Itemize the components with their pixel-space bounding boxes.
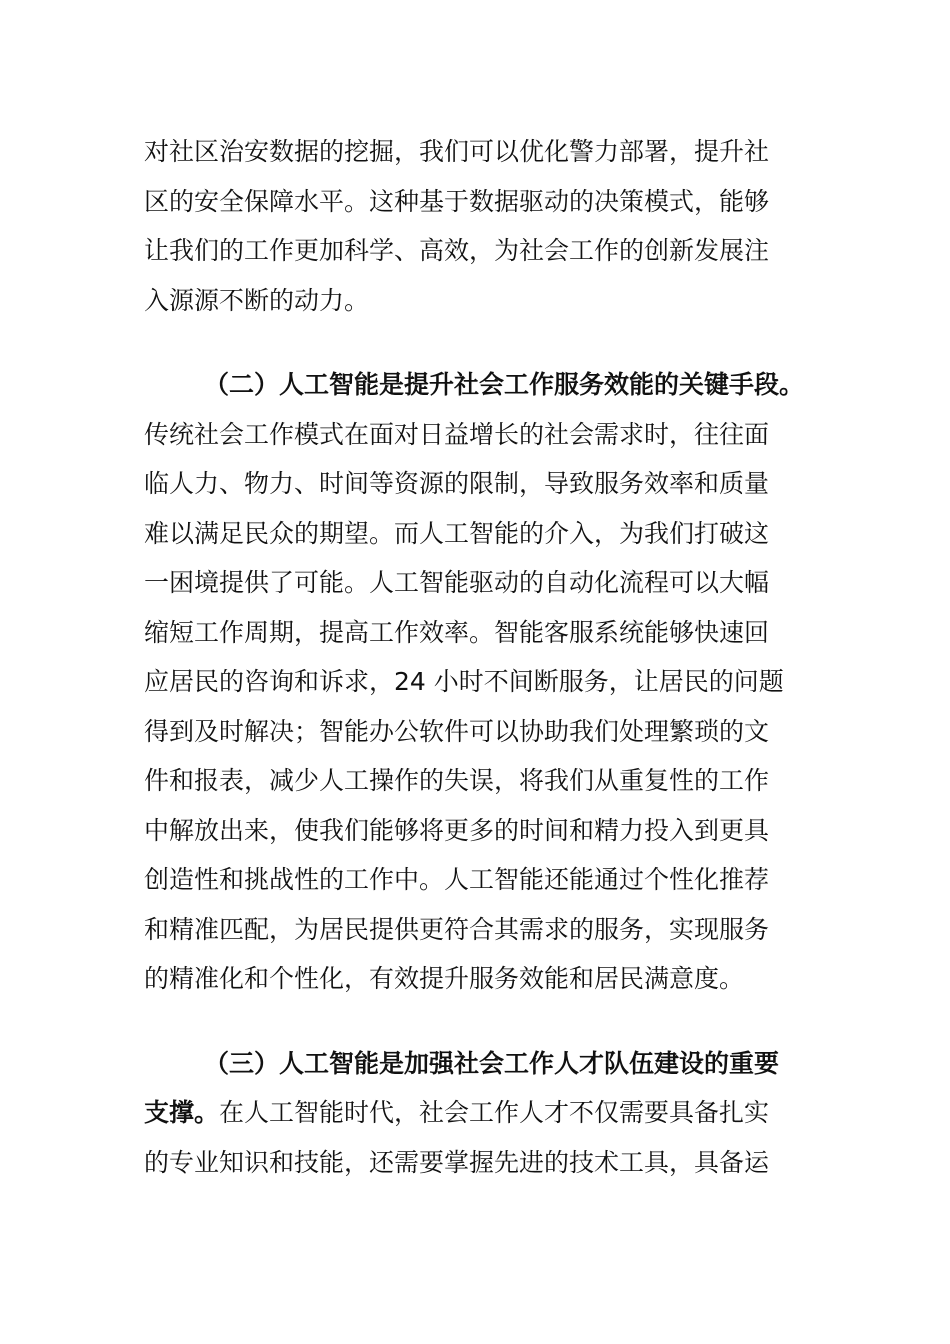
text-line: 的精准化和个性化，有效提升服务效能和居民满意度。	[144, 964, 745, 993]
text-line: 件和报表，减少人工操作的失误，将我们从重复性的工作	[144, 766, 770, 795]
paragraph-2	[144, 360, 804, 1004]
text-line: 区的安全保障水平。这种基于数据驱动的决策模式，能够	[144, 186, 770, 216]
paragraph-gap	[144, 1004, 804, 1039]
text-line	[144, 1088, 804, 1138]
text-line: 的专业知识和技能，还需要掌握先进的技术工具，具备运	[144, 1147, 770, 1177]
text-line: 应居民的咨询和诉求，24 小时不间断服务，让居民的问题	[144, 667, 784, 696]
text-line: 中解放出来，使我们能够将更多的时间和精力投入到更具	[144, 815, 770, 845]
text-line: 难以满足民众的期望。而人工智能的介入，为我们打破这	[144, 518, 770, 548]
text-line: 入源源不断的动力。	[144, 285, 370, 315]
document-body	[144, 127, 804, 1187]
text-line: 临人力、物力、时间等资源的限制，导致服务效率和质量	[144, 469, 770, 498]
section-heading-3: （三）人工智能是加强社会工作人才队伍建设的重要	[204, 1048, 780, 1078]
text-line: 一困境提供了可能。人工智能驱动的自动化流程可以大幅	[144, 568, 770, 597]
text-line: 创造性和挑战性的工作中。人工智能还能通过个性化推荐	[144, 865, 770, 894]
section-heading-3-end: 支撑。	[144, 1098, 220, 1127]
text-line: 得到及时解决；智能办公软件可以协助我们处理繁琐的文	[144, 716, 770, 746]
paragraph-3	[144, 1039, 804, 1188]
text-line: 传统社会工作模式在面对日益增长的社会需求时，往往面	[144, 419, 770, 449]
text-run: 在人工智能时代，社会工作人才不仅需要具备扎实	[219, 1098, 770, 1127]
paragraph-1	[144, 127, 804, 325]
text-line: 让我们的工作更加科学、高效，为社会工作的创新发展注	[144, 236, 770, 265]
text-line: 和精准匹配，为居民提供更符合其需求的服务，实现服务	[144, 914, 770, 944]
section-heading-2: （二）人工智能是提升社会工作服务效能的关键手段。	[204, 370, 805, 399]
text-line: 对社区治安数据的挖掘，我们可以优化警力部署，提升社	[144, 137, 770, 166]
paragraph-gap	[144, 325, 804, 360]
text-line: 缩短工作周期，提高工作效率。智能客服系统能够快速回	[144, 617, 770, 647]
